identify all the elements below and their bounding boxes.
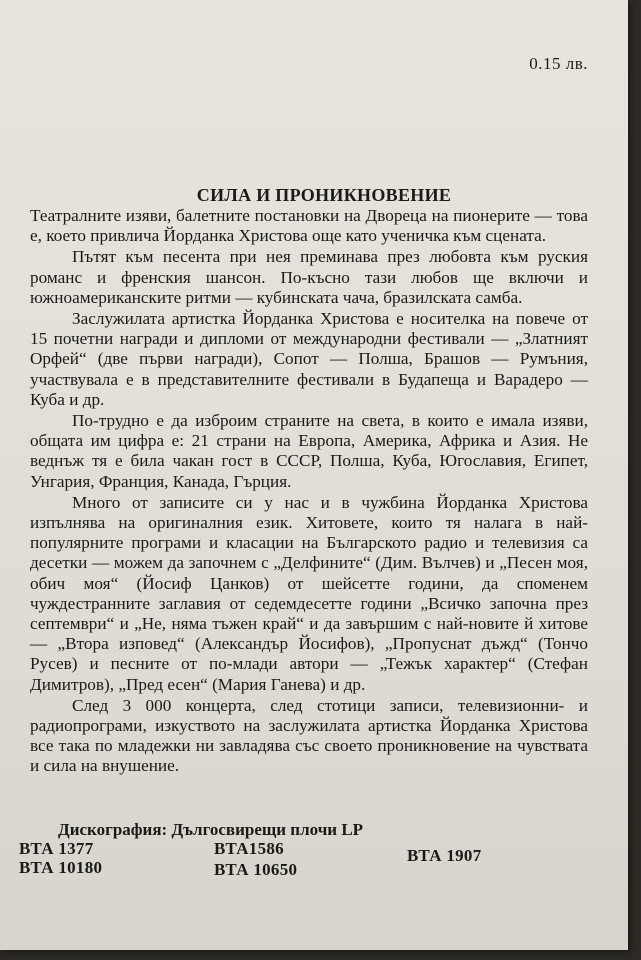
- price-label: 0.15 лв.: [529, 54, 588, 73]
- catalog-number: ВТА 10180: [19, 858, 103, 877]
- discography-heading: Дискография: Дългосвирещи плочи LP: [58, 820, 364, 839]
- paragraph: След 3 000 концерта, след стотици записи, телевизионни- и радиопрограми, изкуството на заслужилата артистка Йорданка Христова все така по младежки ни завладява със своето проникновение на чувствата и сила на внушение.: [30, 695, 588, 776]
- catalog-number: ВТА 1907: [407, 846, 482, 865]
- paragraph: Заслужилата артистка Йорданка Христова е носителка на повече от 15 почетни награди и дипломи от международни фестивали — „Златният Орфей“ (две първи награди), Сопот — Полша, Брашов — Румъния, участвувала е в представителните фестивали в Будапеща и Варадеро — Куба и др.: [30, 309, 588, 409]
- paragraph: Театралните изяви, балетните постановки на Двореца на пионерите — това е, което привлича Йорданка Христова още като ученичка към сцената.: [30, 206, 588, 246]
- catalog-number: ВТА 1377: [19, 839, 94, 858]
- catalog-number: ВТА 10650: [214, 860, 298, 879]
- article-body: [30, 206, 588, 778]
- paragraph: Много от записите си у нас и в чужбина Йорданка Христова изпълнява на оригиналния език. Хитовете, които тя налага в най-популярните програми и класации на Българското радио и телевизия са десетки — можем да започнем с „Делфините“ (Дим. Вълчев) и „Песен моя, обич моя“ (Йосиф Цанков) от шейсетте години, да споменем чуждестранните заглавия от седемдесетте години „Всичко започна през септември“ и „Не, няма тъжен край“ и да завършим с най-новите й хитове — „Втора изповед“ (Александър Йосифов), „Пропуснат дъжд“ (Тончо Русев) и песните от по-млади автори — „Тежък характер“ (Стефан Димитров), „Пред есен“ (Мария Ганева) и др.: [30, 492, 588, 694]
- page-title: СИЛА И ПРОНИКНОВЕНИЕ: [196, 185, 452, 205]
- paragraph: Пътят към песента при нея преминава през любовта към руския романс и френския шансон. По-късно тази любов ще включи и южноамериканските ритми — кубинската чача, бразилската самба.: [30, 247, 588, 307]
- catalog-number: ВТА1586: [214, 839, 284, 858]
- paragraph: По-трудно е да изброим страните на света, в които е имала изяви, общата им цифра е: 21 страни на Европа, Америка, Африка и Азия. Не веднъж тя е била чакан гост в СССР, Полша, Куба, Югославия, Египет, Унгария, Франция, Канада, Гърция.: [30, 411, 588, 491]
